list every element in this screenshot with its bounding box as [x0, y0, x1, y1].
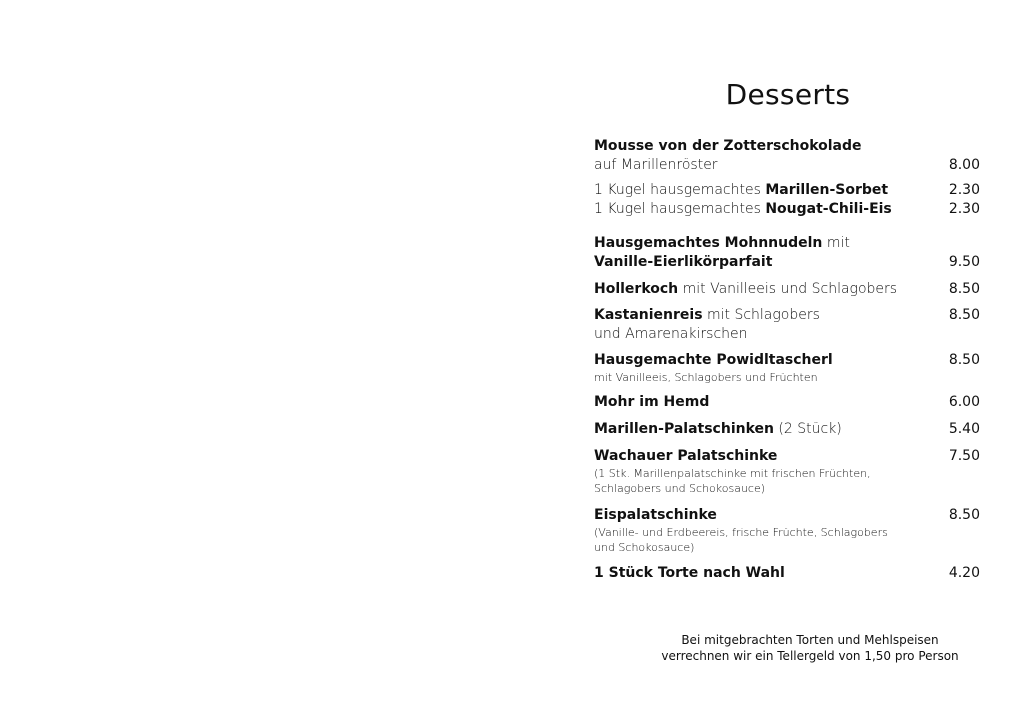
note-line-1: Bei mitgebrachten Torten und Mehlspeisen	[681, 633, 939, 647]
item-name: Mohr im Hemd	[594, 394, 710, 410]
note-line-2: verrechnen wir ein Tellergeld von 1,50 pro Person	[661, 649, 959, 663]
menu-item-torte	[594, 564, 980, 583]
item-name: Nougat-Chili-Eis	[765, 201, 892, 217]
item-inline: (2 Stück)	[773, 421, 842, 437]
item-description-line-1: (Vanille- und Erdbeereis, frische Früchte, Schlagobers	[594, 526, 888, 539]
item-prefix: 1 Kugel hausgemachtes	[594, 201, 766, 217]
item-price: 8.50	[948, 307, 980, 323]
menu-item-marillen-sorbet	[594, 181, 980, 200]
item-name: Hausgemachte Powidltascherl	[594, 352, 833, 368]
item-price: 7.50	[948, 448, 980, 464]
item-description-line-1: (1 Stk. Marillenpalatschinke mit frischen Früchten,	[594, 467, 871, 480]
tellergeld-note	[640, 632, 980, 664]
item-prefix: 1 Kugel hausgemachtes	[594, 182, 766, 198]
menu-item-mohnnudeln	[594, 234, 980, 272]
item-name: Mousse von der Zotterschokolade	[594, 138, 862, 154]
item-inline: mit Schlagobers	[702, 307, 820, 323]
item-name: Wachauer Palatschinke	[594, 448, 778, 464]
item-price: 6.00	[948, 394, 980, 410]
item-name: Hollerkoch	[594, 281, 679, 297]
item-description-line-2: und Schokosauce)	[594, 541, 695, 554]
item-name-second-line: Vanille-Eierlikörparfait	[594, 254, 773, 270]
item-price: 8.50	[948, 507, 980, 523]
item-price: 8.50	[948, 352, 980, 368]
menu-item-mohr-im-hemd	[594, 393, 980, 412]
menu-item-eispalatschinke	[594, 506, 980, 555]
menu-item-wachauer-palatschinke	[594, 447, 980, 496]
item-name: Eispalatschinke	[594, 507, 717, 523]
menu-item-powidltascherl	[594, 351, 980, 385]
item-price: 5.40	[948, 421, 980, 437]
item-inline: mit	[822, 235, 850, 251]
item-price: 8.00	[948, 157, 980, 173]
item-price: 2.30	[948, 201, 980, 217]
dessert-menu	[594, 137, 980, 583]
item-description: mit Vanilleeis, Schlagobers und Früchten	[594, 371, 818, 384]
item-name: Kastanienreis	[594, 307, 703, 323]
item-name: 1 Stück Torte nach Wahl	[594, 565, 785, 581]
menu-item-nougat-chili-eis	[594, 200, 980, 219]
menu-item-hollerkoch	[594, 280, 980, 299]
menu-item-mousse	[594, 137, 980, 175]
item-name: Hausgemachtes Mohnnudeln	[594, 235, 823, 251]
menu-item-marillen-palatschinken	[594, 420, 980, 439]
item-price: 9.50	[948, 254, 980, 270]
item-description-line-2: Schlagobers und Schokosauce)	[594, 482, 766, 495]
item-name: Marillen-Sorbet	[765, 182, 889, 198]
item-price: 4.20	[948, 565, 980, 581]
item-inline: mit Vanilleeis und Schlagobers	[678, 281, 898, 297]
item-name: Marillen-Palatschinken	[594, 421, 774, 437]
menu-item-kastanienreis	[594, 306, 980, 344]
page-title: Desserts	[725, 78, 851, 111]
item-price: 8.50	[948, 281, 980, 297]
item-description: und Amarenakirschen	[594, 326, 748, 342]
item-description: auf Marillenröster	[594, 157, 718, 173]
item-price: 2.30	[948, 182, 980, 198]
